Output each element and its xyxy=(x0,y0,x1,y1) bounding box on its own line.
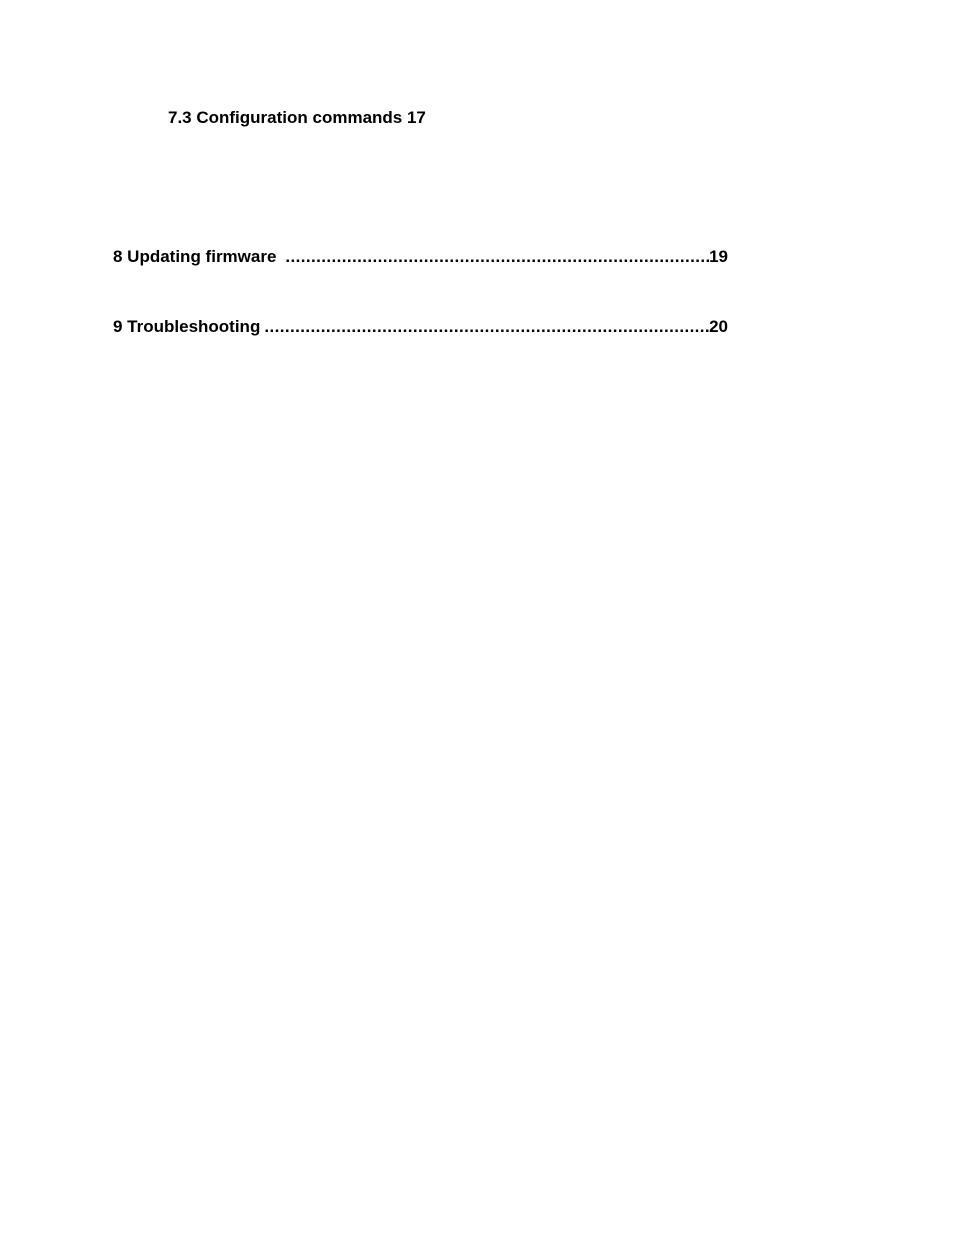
toc-entry-page-number: 19 xyxy=(709,247,728,266)
toc-entry-troubleshooting xyxy=(113,317,728,337)
toc-entry-page-number: 20 xyxy=(709,317,728,336)
toc-dot-leader xyxy=(285,247,709,267)
toc-dot-leader xyxy=(264,317,709,337)
toc-entry-title: 9 Troubleshooting xyxy=(113,317,261,336)
toc-entry-title: 8 Updating firmware xyxy=(113,247,277,266)
toc-entry-updating-firmware xyxy=(113,247,728,267)
toc-subentry-configuration-commands: 7.3 Configuration commands 17 xyxy=(168,108,426,127)
